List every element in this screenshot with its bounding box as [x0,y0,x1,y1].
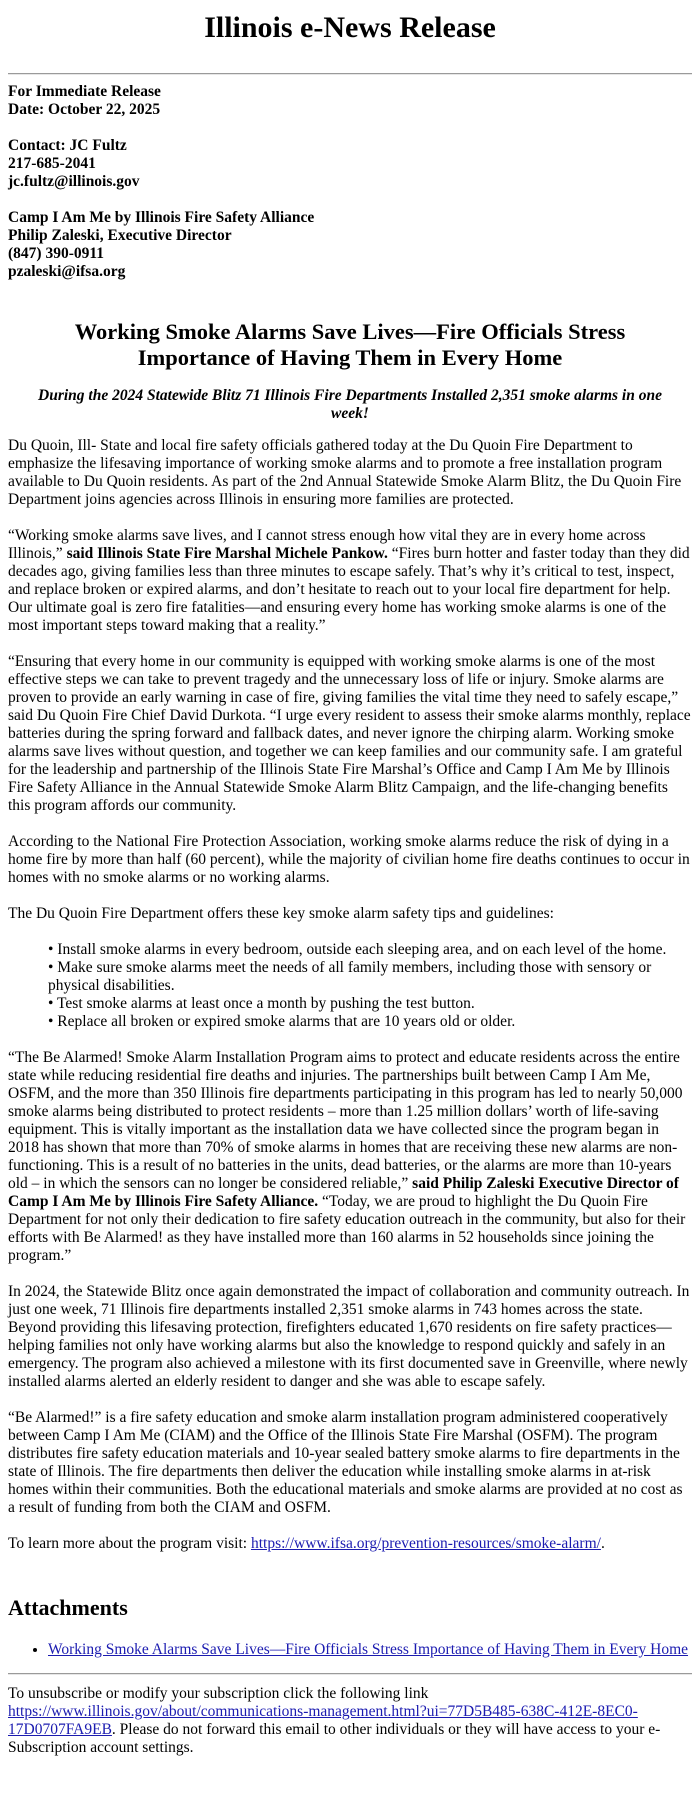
attachments-list [8,1641,692,1659]
paragraph-fire-marshal-quote [8,527,692,635]
unsubscribe-footer [8,1685,692,1787]
tips-list [48,941,692,1031]
paragraph-tips-intro: The Du Quoin Fire Department offers these key smoke alarm safety tips and guidelines: [8,905,554,922]
quote-attribution: said Philip Zaleski Executive Director of Camp I Am Me by Illinois Fire Safety Alliance. [8,1175,679,1210]
tip-item: • Install smoke alarms in every bedroom, outside each sleeping area, and on each level of the home. [48,941,667,958]
attachment-item [48,1641,692,1659]
contact-name: Philip Zaleski, Executive Director [8,227,232,244]
attachment-link[interactable]: Working Smoke Alarms Save Lives—Fire Officials Stress Importance of Having Them in Every Home [48,1641,689,1658]
paragraph-intro: Du Quoin, Ill- State and local fire safety officials gathered today at the Du Quoin Fire Department to emphasize the lifesaving importance of working smoke alarms and to promote a free installation program available to Du Quoin residents. As part of the 2nd Annual Statewide Smoke Alarm Blitz, the Du Quoin Fire Department joins agencies across Illinois in ensuring more families are protected. [8,437,682,508]
attachments-heading: Attachments [8,1595,128,1620]
contact-org: Camp I Am Me by Illinois Fire Safety Alliance [8,209,315,226]
punctuation: . [600,1535,605,1552]
divider [8,1673,692,1675]
contact-email: jc.fultz@illinois.gov [8,173,140,190]
learn-more-text: To learn more about the program visit: [8,1535,251,1552]
page-title: Illinois e-News Release [204,11,496,44]
footer-text: To unsubscribe or modify your subscription click the following link [8,1685,429,1702]
contact-phone: 217-685-2041 [8,155,96,172]
contact-name: Contact: JC Fultz [8,137,127,154]
release-info [8,83,692,119]
tip-item: • Make sure smoke alarms meet the needs of all family members, including those with sensory or physical disabilities. [48,959,652,994]
tip-item: • Test smoke alarms at least once a month by pushing the test button. [48,995,475,1012]
quote-text: “Fires burn hotter and faster today than they did decades ago, giving families less than three minutes to escape safely. That’s why it’s critical to test, inspect, and replace broken or expired alarms, and don’t hesitate to reach out to your local fire department for help. Our ultimate goal is zero fire fatalities—and ensuring every home has working smoke alarms is one of the most important steps toward making that a reality.” [8,545,690,634]
article-headline: Working Smoke Alarms Save Lives—Fire Officials Stress Importance of Having Them in Every Home [74,319,626,370]
paragraph-director-quote [8,1049,692,1265]
contact-secondary [8,209,692,281]
quote-text: “Working smoke alarms save lives, and I cannot stress enough how vital they are in every home across Illinois,” [8,527,646,562]
release-date: Date: October 22, 2025 [8,101,161,118]
quote-text: “Today, we are proud to highlight the Du Quoin Fire Department for not only their dedication to fire safety education outreach in the community, but also for their efforts with Be Alarmed! as they have installed more than 160 alarms in 52 households since joining the program.” [8,1193,686,1264]
paragraph-nfpa: According to the National Fire Protection Association, working smoke alarms reduce the risk of dying in a home fire by more than half (60 percent), while the majority of civilian home fire deaths continues to occur in homes with no smoke alarms or no working alarms. [8,833,690,886]
release-meta [8,83,692,281]
paragraph-program-description: “Be Alarmed!” is a fire safety education and smoke alarm installation program administered cooperatively between Camp I Am Me (CIAM) and the Office of the Illinois State Fire Marshal (OSFM). The program distributes fire safety education materials and 10-year sealed battery smoke alarms to fire departments in the state of Illinois. The fire departments then deliver the education while installing smoke alarms in at-risk homes within their communities. Both the educational materials and smoke alarms are provided at no cost as a result of funding from both the CIAM and OSFM. [8,1409,683,1516]
article-subhead: During the 2024 Statewide Blitz 71 Illinois Fire Departments Installed 2,351 smoke alarms in one week! [38,387,662,422]
paragraph-2024-blitz: In 2024, the Statewide Blitz once again demonstrated the impact of collaboration and community outreach. In just one week, 71 Illinois fire departments installed 2,351 smoke alarms in 743 homes across the state. Beyond providing this lifesaving protection, firefighters educated 1,670 residents on fire safety practices—helping families not only have working alarms but also the knowledge to respond quickly and safely in an emergency. The program also achieved a milestone with its first documented save in Greenville, where newly installed alarms alerted an elderly resident to danger and she was able to escape safely. [8,1283,690,1390]
quote-attribution: said Illinois State Fire Marshal Michele Pankow. [66,545,388,562]
contact-primary [8,137,692,191]
unsubscribe-link[interactable]: https://www.illinois.gov/about/communications-management.html?ui=77D5B485-638C-412E-8EC0-17D0707FA9EB [8,1703,638,1738]
tip-item: • Replace all broken or expired smoke alarms that are 10 years old or older. [48,1013,516,1030]
divider [8,73,692,75]
program-link[interactable]: https://www.ifsa.org/prevention-resources/smoke-alarm/ [250,1535,601,1552]
release-line: For Immediate Release [8,83,161,100]
contact-email: pzaleski@ifsa.org [8,263,126,280]
footer-text: . Please do not forward this email to other individuals or they will have access to your e-Subscription account settings. [8,1721,661,1756]
paragraph-fire-chief-quote: “Ensuring that every home in our community is equipped with working smoke alarms is one of the most effective steps we can take to prevent tragedy and the unnecessary loss of life or injury. Smoke alarms are proven to provide an early warning in case of fire, giving families the vital time they need to safely escape,” said Du Quoin Fire Chief David Durkota. “I urge every resident to assess their smoke alarms monthly, replace batteries during the spring forward and fallback dates, and never ignore the chirping alarm. Working smoke alarms save lives without question, and together we can keep families and our community safe. I am grateful for the leadership and partnership of the Illinois State Fire Marshal’s Office and Camp I Am Me by Illinois Fire Safety Alliance in the Annual Statewide Smoke Alarm Blitz Campaign, and the life-changing benefits this program affords our community. [8,653,691,814]
quote-text: “The Be Alarmed! Smoke Alarm Installation Program aims to protect and educate residents across the entire state while reducing residential fire deaths and injuries. The partnerships built between Camp I Am Me, OSFM, and the more than 350 Illinois fire departments participating in this program has led to nearly 50,000 smoke alarms being distributed to protect residents – more than 1.25 million dollars’ worth of life-saving equipment. This is vitally important as the installation data we have collected since the program began in 2018 has shown that more than 70% of smoke alarms in homes that are receiving these new alarms are non-functioning. This is a result of no batteries in the units, dead batteries, or the alarms are more than 10-years old – in which the sensors can no longer be considered reliable,” [8,1049,683,1192]
contact-phone: (847) 390-0911 [8,245,105,262]
paragraph-learn-more [8,1535,692,1553]
